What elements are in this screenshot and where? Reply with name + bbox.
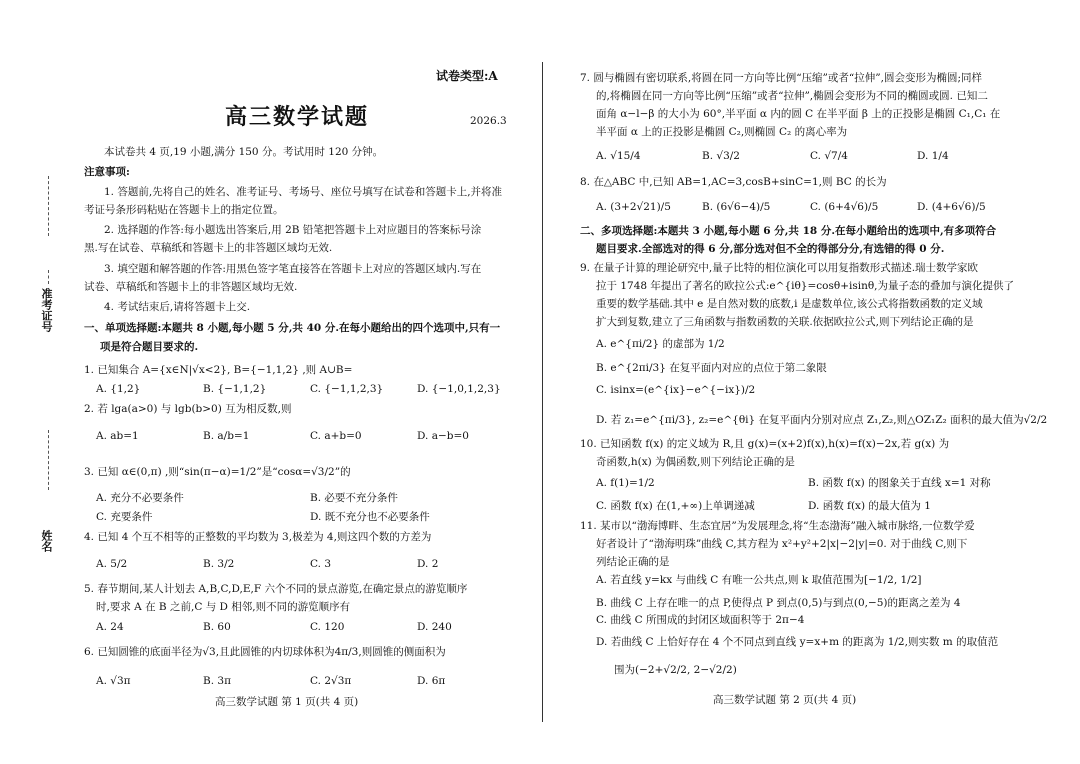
q11-option-c: C. 曲线 C 所围成的封闭区域面积等于 2π−4 — [596, 614, 805, 626]
q6-option-b: B. 3π — [203, 675, 231, 687]
page-footer-1: 高三数学试题 第 1 页(共 4 页) — [215, 696, 359, 708]
q9-stem-cont: 扩大到复数,建立了三角函数与指数函数的关联.依据欧拉公式,则下列结论正确的是 — [596, 316, 974, 328]
exam-id-label: 准考证号 — [40, 288, 53, 332]
q10-option-a: A. f(1)=1/2 — [596, 477, 655, 489]
note-line: 试卷、草稿纸和答题卡上的非答题区域均无效. — [84, 281, 298, 293]
q1-option-a: A. {1,2} — [96, 383, 141, 395]
q9-option-b: B. e^{2πi/3} 在复平面内对应的点位于第二象限 — [596, 362, 827, 374]
note-line: 1. 答题前,先将自己的姓名、准考证号、考场号、座位号填写在试卷和答题卡上,并将准 — [104, 186, 503, 198]
q7-option-a: A. √15/4 — [596, 150, 641, 162]
q7-stem: 7. 圆与椭圆有密切联系,将圆在同一方向等比例“压缩”或者“拉伸”,圆会变形为椭圆;同样 — [580, 72, 983, 84]
q2-option-c: C. a+b=0 — [310, 430, 362, 442]
q3-option-d: D. 既不充分也不必要条件 — [310, 511, 430, 523]
q11-stem-cont: 列结论正确的是 — [596, 556, 670, 568]
page-title: 高三数学试题 — [225, 104, 370, 130]
q3-stem: 3. 已知 α∈(0,π) ,则“sin(π−α)=1/2”是“cosα=√3/2”的 — [84, 466, 351, 478]
q5-option-a: A. 24 — [96, 621, 124, 633]
q10-stem: 10. 已知函数 f(x) 的定义域为 R,且 g(x)=(x+2)f(x),h(x)=f(x)−2x,若 g(x) 为 — [580, 438, 950, 450]
q8-stem: 8. 在△ABC 中,已知 AB=1,AC=3,cosB+sinC=1,则 BC 的长为 — [580, 176, 887, 188]
q11-stem-cont: 好者设计了“渤海明珠”曲线 C,其方程为 x²+y²+2|x|−2|y|=0. 对于曲线 C,则下 — [596, 538, 968, 550]
q11-stem: 11. 某市以“渤海博畔、生态宜居”为发展理念,将“生态渤海”融入城市脉络,一位数学爱 — [580, 520, 975, 532]
q3-option-c: C. 充要条件 — [96, 511, 153, 523]
intro-text: 本试卷共 4 页,19 小题,满分 150 分。考试用时 120 分钟。 — [104, 146, 384, 158]
q9-option-a: A. e^{πi/2} 的虚部为 1/2 — [596, 338, 725, 350]
q8-option-b: B. (6√6−4)/5 — [702, 201, 771, 213]
q1-stem: 1. 已知集合 A={x∈N|√x<2}, B={−1,1,2} ,则 A∪B= — [84, 364, 353, 376]
q1-option-d: D. {−1,0,1,2,3} — [417, 383, 501, 395]
q4-option-a: A. 5/2 — [96, 558, 128, 570]
exam-type: 试卷类型:A — [436, 69, 498, 83]
q7-stem-cont: 面角 α−l−β 的大小为 60°,半平面 α 内的圆 C 在半平面 β 上的正投影是椭圆 C₁,C₁ 在 — [596, 108, 1001, 120]
q9-stem-cont: 拉于 1748 年提出了著名的欧拉公式:e^{iθ}=cosθ+isinθ,为量子态的叠加与演化提供了 — [596, 280, 1015, 292]
q9-option-d: D. 若 z₁=e^{πi/3}, z₂=e^{θi} 在复平面内分别对应点 Z₁,Z₂,则△OZ₁Z₂ 面积的最大值为√2/2 — [596, 414, 1048, 426]
q9-option-c: C. isinx=(e^{ix}−e^{−ix})/2 — [596, 384, 756, 396]
q7-option-c: C. √7/4 — [810, 150, 848, 162]
column-divider — [542, 62, 543, 722]
section2-heading: 二、多项选择题:本题共 3 小题,每小题 6 分,共 18 分.在每小题给出的选项中,有多项符合 — [580, 225, 997, 237]
q4-option-c: C. 3 — [310, 558, 332, 570]
section1-heading-cont: 项是符合题目要求的. — [100, 341, 199, 353]
q2-option-b: B. a/b=1 — [203, 430, 250, 442]
q8-option-c: C. (6+4√6)/5 — [810, 201, 879, 213]
q4-option-d: D. 2 — [417, 558, 439, 570]
q8-option-a: A. (3+2√21)/5 — [596, 201, 671, 213]
q10-stem-cont: 奇函数,h(x) 为偶函数,则下列结论正确的是 — [596, 456, 795, 468]
exam-date: 2026.3 — [470, 115, 507, 127]
q7-option-b: B. √3/2 — [702, 150, 740, 162]
q7-stem-cont: 的,将椭圆在同一方向等比例“压缩”或者“拉伸”,椭圆会变形为不同的椭圆或圆. 已知二 — [596, 90, 988, 102]
notes-heading: 注意事项: — [84, 166, 130, 178]
note-line: 黑.写在试卷、草稿纸和答题卡上的非答题区域均无效. — [84, 242, 333, 254]
binding-line — [48, 430, 50, 490]
q9-stem: 9. 在量子计算的理论研究中,量子比特的相位演化可以用复指数形式描述.瑞士数学家欧 — [580, 262, 979, 274]
q7-stem-cont: 半平面 α 上的正投影是椭圆 C₂,则椭圆 C₂ 的离心率为 — [596, 126, 848, 138]
q6-stem: 6. 已知圆锥的底面半径为√3,且此圆锥的内切球体积为4π/3,则圆锥的侧面积为 — [84, 646, 446, 658]
q5-stem-cont: 时,要求 A 在 B 之前,C 与 D 相邻,则不同的游览顺序有 — [96, 601, 351, 613]
note-line: 3. 填空题和解答题的作答:用黑色签字笔直接答在答题卡上对应的答题区域内.写在 — [104, 263, 482, 275]
note-line: 考证号条形码粘贴在答题卡上的指定位置。 — [84, 204, 284, 216]
page-footer-2: 高三数学试题 第 2 页(共 4 页) — [713, 694, 857, 706]
q11-option-d: D. 若曲线 C 上恰好存在 4 个不同点到直线 y=x+m 的距离为 1/2,则实数 m 的取值范 — [596, 636, 999, 648]
q1-option-b: B. {−1,1,2} — [203, 383, 267, 395]
q8-option-d: D. (4+6√6)/5 — [917, 201, 986, 213]
section1-heading: 一、单项选择题:本题共 8 小题,每小题 5 分,共 40 分.在每小题给出的四个选项中,只有一 — [84, 322, 501, 334]
q5-option-b: B. 60 — [203, 621, 231, 633]
q4-stem: 4. 已知 4 个互不相等的正整数的平均数为 3,极差为 4,则这四个数的方差为 — [84, 531, 432, 543]
q6-option-c: C. 2√3π — [310, 675, 352, 687]
section2-heading-cont: 题目要求.全部选对的得 6 分,部分选对但不全的得部分分,有选错的得 0 分. — [596, 243, 945, 255]
q10-option-b: B. 函数 f(x) 的图象关于直线 x=1 对称 — [808, 477, 991, 489]
q10-option-c: C. 函数 f(x) 在(1,+∞)上单调递减 — [596, 500, 755, 512]
binding-line — [48, 270, 50, 284]
q11-option-d-cont: 围为(−2+√2/2, 2−√2/2) — [614, 664, 737, 676]
q2-option-a: A. ab=1 — [96, 430, 139, 442]
q9-stem-cont: 重要的数学基础.其中 e 是自然对数的底数,i 是虚数单位,该公式将指数函数的定义域 — [596, 298, 983, 310]
q5-option-d: D. 240 — [417, 621, 452, 633]
name-label: 姓名 — [40, 530, 53, 552]
q5-stem: 5. 春节期间,某人计划去 A,B,C,D,E,F 六个不同的景点游览,在确定景点的游览顺序 — [84, 583, 468, 595]
q1-option-c: C. {−1,1,2,3} — [310, 383, 384, 395]
q4-option-b: B. 3/2 — [203, 558, 235, 570]
q2-option-d: D. a−b=0 — [417, 430, 469, 442]
note-line: 2. 选择题的作答:每小题选出答案后,用 2B 铅笔把答题卡上对应题目的答案标号涂 — [104, 224, 482, 236]
q6-option-a: A. √3π — [96, 675, 131, 687]
q7-option-d: D. 1/4 — [917, 150, 949, 162]
q6-option-d: D. 6π — [417, 675, 446, 687]
q10-option-d: D. 函数 f(x) 的最大值为 1 — [808, 500, 931, 512]
q3-option-a: A. 充分不必要条件 — [96, 492, 184, 504]
q5-option-c: C. 120 — [310, 621, 345, 633]
q11-option-b: B. 曲线 C 上存在唯一的点 P,使得点 P 到点(0,5)与到点(0,−5)的距离之差为 4 — [596, 597, 961, 609]
q3-option-b: B. 必要不充分条件 — [310, 492, 398, 504]
q2-stem: 2. 若 lga(a>0) 与 lgb(b>0) 互为相反数,则 — [84, 403, 292, 415]
note-line: 4. 考试结束后,请将答题卡上交. — [104, 301, 251, 313]
binding-line — [48, 176, 50, 236]
q11-option-a: A. 若直线 y=kx 与曲线 C 有唯一公共点,则 k 取值范围为[−1/2, 1/2] — [596, 574, 922, 586]
